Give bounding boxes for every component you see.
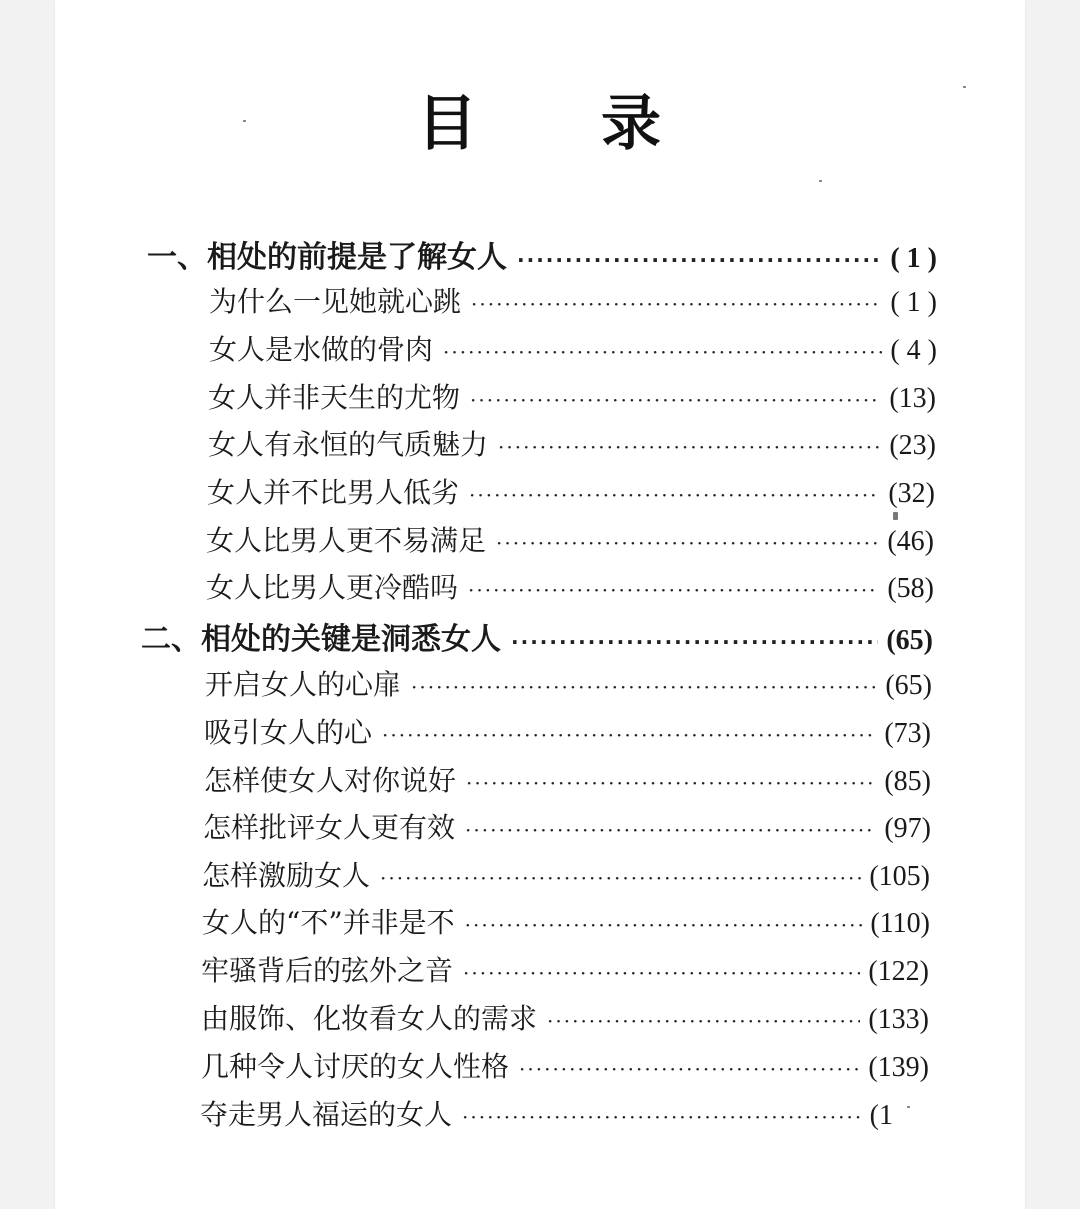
toc-chapter-2	[141, 614, 933, 658]
toc-section	[206, 566, 934, 606]
dot-leader	[462, 1107, 862, 1127]
dot-leader	[517, 250, 882, 270]
scan-speck	[819, 180, 822, 182]
toc-page-number: (110)	[870, 908, 930, 939]
dot-leader	[511, 632, 878, 652]
toc-page-number: (122)	[868, 956, 929, 987]
toc-section	[201, 949, 929, 989]
toc-page-number: (85)	[884, 766, 931, 797]
toc-chapter-1	[147, 232, 937, 276]
document-page	[55, 0, 1025, 1209]
dot-leader	[496, 533, 879, 553]
toc-page-number: (23)	[889, 430, 936, 461]
toc-section-label: 女人是水做的骨肉	[209, 333, 434, 366]
toc-section-label: 开启女人的心扉	[205, 668, 402, 701]
toc-section	[208, 423, 936, 463]
toc-section	[207, 471, 935, 511]
toc-section-label: 怎样批评女人更有效	[203, 811, 456, 844]
title-char-2: 录	[601, 89, 661, 159]
page-title	[55, 76, 1025, 159]
toc-section-label: 牢骚背后的弦外之音	[201, 954, 454, 987]
dot-leader	[470, 390, 881, 410]
toc-page-number: (13)	[889, 383, 936, 414]
toc-section-label: 女人并非天生的尤物	[208, 381, 461, 414]
toc-page-number: (133)	[868, 1004, 929, 1035]
dot-leader	[466, 773, 876, 793]
toc-section	[205, 663, 932, 703]
toc-section	[200, 1093, 893, 1133]
dot-leader	[469, 485, 880, 505]
toc-page-number: ( 4 )	[890, 335, 937, 366]
dot-leader	[465, 915, 863, 935]
toc-section-label: 夺走男人福运的女人	[200, 1098, 453, 1131]
toc-section-label: 女人有永恒的气质魅力	[208, 428, 489, 461]
toc-chapter-label: 二、相处的关键是洞悉女人	[141, 622, 501, 657]
scan-speck	[893, 512, 898, 520]
dot-leader	[463, 963, 860, 983]
toc-section	[209, 280, 937, 320]
dot-leader	[498, 437, 881, 457]
toc-section-label: 为什么一见她就心跳	[209, 285, 462, 318]
toc-page-number: (105)	[869, 861, 930, 892]
toc-page-number: (46)	[887, 526, 934, 557]
dot-leader	[382, 725, 876, 745]
toc-section	[202, 854, 930, 894]
dot-leader	[465, 820, 876, 840]
scan-speck	[243, 120, 246, 122]
scan-speck	[963, 86, 966, 88]
toc-section-label: 怎样使女人对你说好	[204, 764, 457, 797]
toc-section-label: 由服饰、化妆看女人的需求	[201, 1002, 538, 1035]
toc-section	[202, 901, 930, 941]
toc-page-number: (32)	[888, 478, 935, 509]
toc-page-number: (65)	[885, 670, 932, 701]
toc-section-label: 怎样激励女人	[202, 859, 371, 892]
dot-leader	[380, 868, 861, 888]
toc-chapter-label: 一、相处的前提是了解女人	[147, 240, 507, 275]
title-char-1: 目	[417, 89, 477, 159]
toc-section-label: 女人比男人更不易满足	[206, 524, 487, 557]
toc-section	[201, 1045, 929, 1085]
dot-leader	[547, 1011, 860, 1031]
toc-section	[203, 806, 931, 846]
toc-page-number: (58)	[887, 573, 934, 604]
toc-page-number: ( 1 )	[890, 243, 937, 274]
toc-page-number: (97)	[884, 813, 931, 844]
toc-section	[201, 997, 929, 1037]
toc-page-number: (65)	[886, 625, 933, 656]
scan-speck	[907, 1106, 910, 1108]
toc-page-number: (73)	[884, 718, 931, 749]
toc-section	[204, 711, 931, 751]
dot-leader	[443, 342, 882, 362]
toc-page-number: (139)	[868, 1052, 929, 1083]
toc-section	[204, 759, 931, 799]
dot-leader	[519, 1059, 860, 1079]
toc-section	[209, 328, 937, 368]
dot-leader	[468, 580, 879, 600]
toc-section	[206, 519, 934, 559]
toc-page-number: ( 1 )	[890, 287, 937, 318]
toc-page-number: (1	[869, 1100, 893, 1131]
toc-section-label: 吸引女人的心	[204, 716, 373, 749]
toc-section-label: 几种令人讨厌的女人性格	[201, 1050, 510, 1083]
dot-leader	[411, 677, 877, 697]
dot-leader	[471, 294, 882, 314]
toc-section	[208, 376, 936, 416]
toc-section-label: 女人的“不”并非是不	[202, 906, 455, 939]
toc-section-label: 女人并不比男人低劣	[207, 476, 460, 509]
toc-section-label: 女人比男人更冷酷吗	[206, 571, 459, 604]
